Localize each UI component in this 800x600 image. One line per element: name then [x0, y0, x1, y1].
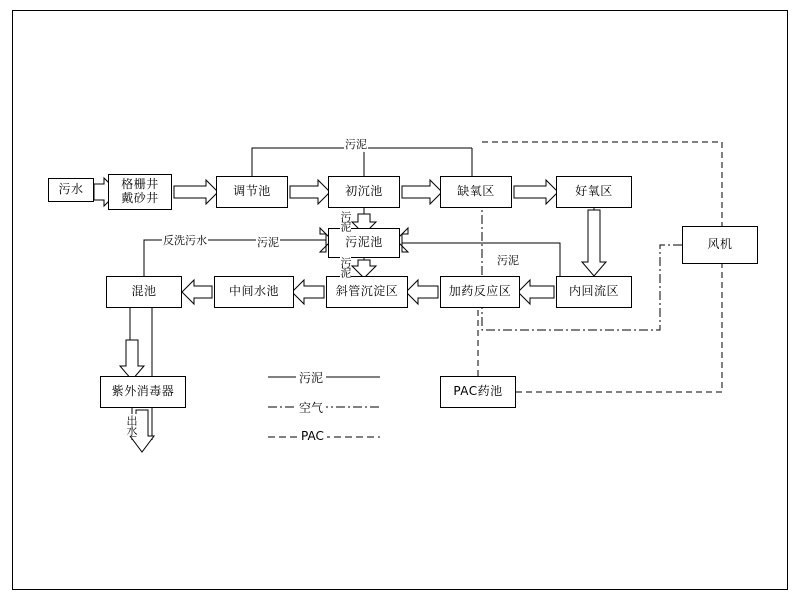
node-label: 好氧区: [575, 184, 613, 199]
edge-label-sludge-vertical-upper: 污泥: [339, 211, 352, 231]
legend-item-sludge: 污泥: [296, 369, 326, 386]
node-label: 中间水池: [228, 284, 279, 299]
edge-label-sludge-mid: 污泥: [257, 236, 279, 249]
node-label: 初沉池: [345, 184, 383, 199]
node-label: 内回流区: [568, 284, 619, 299]
node-label: 缺氧区: [457, 184, 495, 199]
node-label: 调节池: [233, 184, 271, 199]
node-label: 污泥池: [345, 235, 383, 250]
node-label: 斜管沉淀区: [335, 284, 399, 299]
edge-label-sludge-right: 污泥: [497, 254, 519, 267]
node-label: 格栅井: [121, 177, 159, 192]
node-label: 混池: [131, 284, 157, 299]
node-label: PAC药池: [453, 384, 503, 399]
node-label: 风机: [707, 237, 733, 252]
edge-label-sludge-vertical-lower: 污泥: [339, 257, 352, 277]
edge-label-backwash: 反洗污水: [163, 234, 207, 247]
edge-label-sludge-top: 污泥: [345, 138, 367, 151]
legend-item-pac: PAC: [298, 429, 327, 443]
node-label: 加药反应区: [448, 284, 512, 299]
edge-label-outlet: 出水: [125, 415, 138, 435]
legend-item-air: 空气: [296, 399, 326, 416]
node-label: 紫外消毒器: [111, 384, 175, 399]
node-label-2: 戴砂井: [121, 191, 159, 205]
node-label: 污水: [58, 182, 84, 197]
